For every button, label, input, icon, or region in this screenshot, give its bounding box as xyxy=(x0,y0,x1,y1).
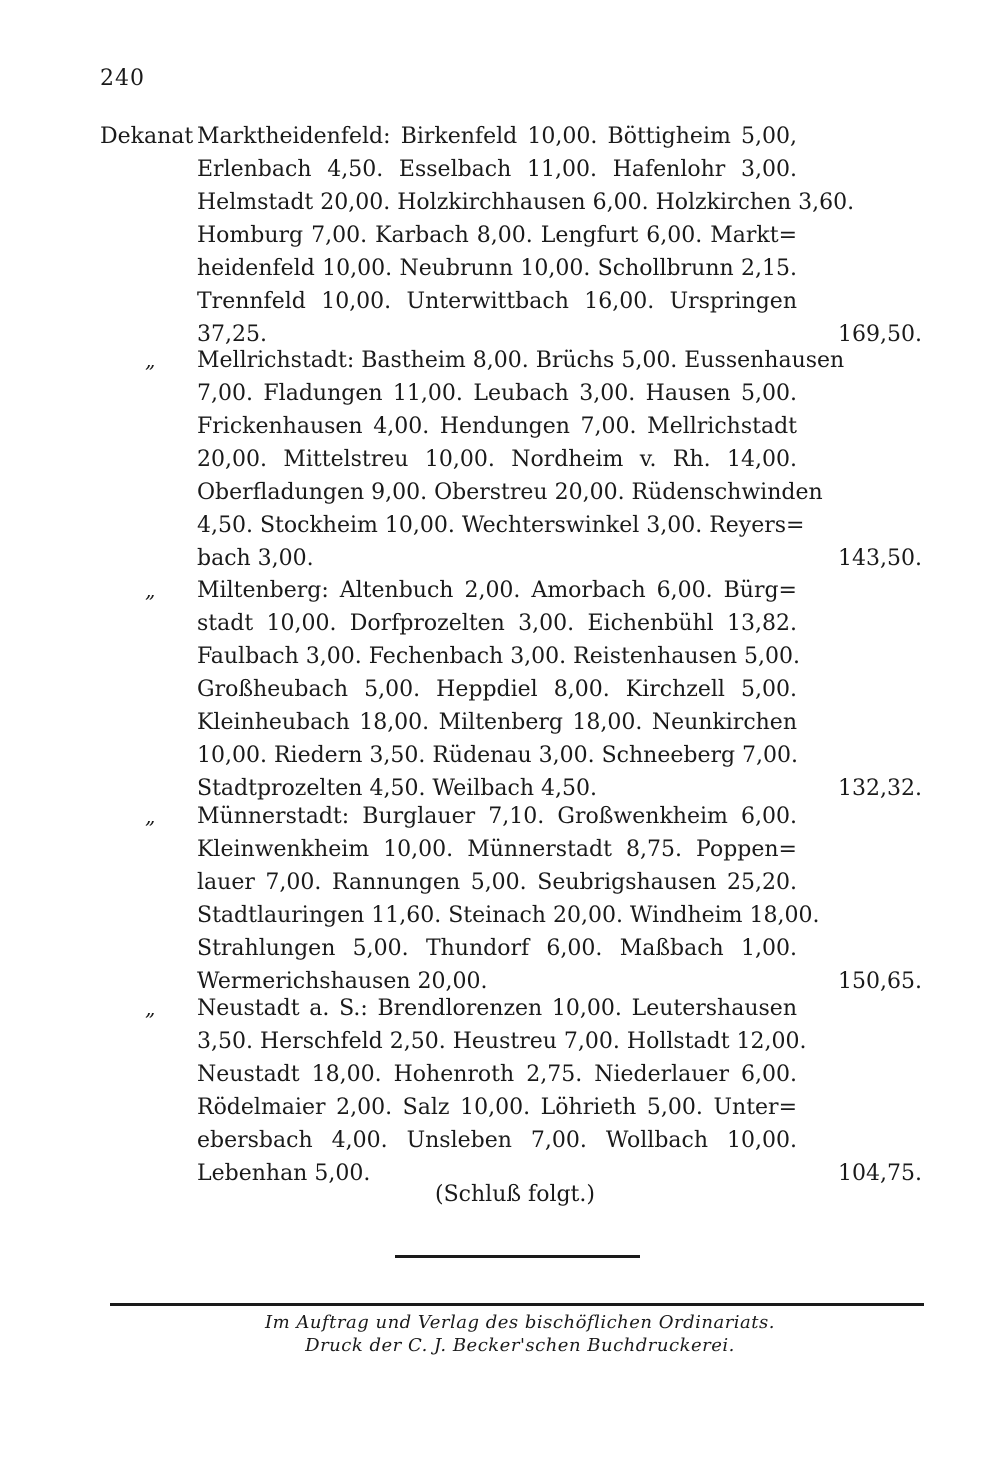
entry-total: 104,75. xyxy=(838,1161,922,1186)
entry-line: Wermerichshausen 20,00. xyxy=(197,969,488,994)
section-divider xyxy=(395,1255,640,1258)
entry-line: 7,00. Fladungen 11,00. Leubach 3,00. Hausen 5,00. xyxy=(197,381,797,406)
entry-line: Helmstadt 20,00. Holzkirchhausen 6,00. Holzkirchen 3,60. xyxy=(197,190,855,215)
entry-line: Neustadt 18,00. Hohenroth 2,75. Niederlauer 6,00. xyxy=(197,1062,797,1087)
entry-line: Marktheidenfeld: Birkenfeld 10,00. Böttigheim 5,00, xyxy=(197,124,797,149)
entry-line: heidenfeld 10,00. Neubrunn 10,00. Schollbrunn 2,15. xyxy=(197,256,797,281)
entry-line: 3,50. Herschfeld 2,50. Heustreu 7,00. Hollstadt 12,00. xyxy=(197,1029,807,1054)
entry-line: Oberfladungen 9,00. Oberstreu 20,00. Rüdenschwinden xyxy=(197,480,823,505)
imprint-line-1: Im Auftrag und Verlag des bischöflichen Ordinariats. xyxy=(265,1312,775,1333)
ditto-mark: „ xyxy=(145,804,156,828)
entry-line: 37,25. xyxy=(197,322,267,347)
entry-line: Homburg 7,00. Karbach 8,00. Lengfurt 6,00. Markt= xyxy=(197,223,797,248)
ditto-mark: „ xyxy=(145,348,156,372)
footer-rule xyxy=(110,1303,924,1306)
entry-line: Erlenbach 4,50. Esselbach 11,00. Hafenlohr 3,00. xyxy=(197,157,797,182)
entry-total: 143,50. xyxy=(838,546,922,571)
page-number: 240 xyxy=(100,66,145,91)
entry-line: Neustadt a. S.: Brendlorenzen 10,00. Leutershausen xyxy=(197,996,797,1021)
ditto-mark: „ xyxy=(145,578,156,602)
entry-line: Kleinheubach 18,00. Miltenberg 18,00. Neunkirchen xyxy=(197,710,797,735)
entry-line: Strahlungen 5,00. Thundorf 6,00. Maßbach 1,00. xyxy=(197,936,797,961)
entry-line: Trennfeld 10,00. Unterwittbach 16,00. Urspringen xyxy=(197,289,797,314)
entry-line: Rödelmaier 2,00. Salz 10,00. Löhrieth 5,00. Unter= xyxy=(197,1095,797,1120)
entry-line: 20,00. Mittelstreu 10,00. Nordheim v. Rh. 14,00. xyxy=(197,447,797,472)
entry-line: Miltenberg: Altenbuch 2,00. Amorbach 6,00. Bürg= xyxy=(197,578,797,603)
ditto-mark: „ xyxy=(145,996,156,1020)
entry-line: Münnerstadt: Burglauer 7,10. Großwenkheim 6,00. xyxy=(197,804,797,829)
entry-line: lauer 7,00. Rannungen 5,00. Seubrigshausen 25,20. xyxy=(197,870,797,895)
closing-note: (Schluß folgt.) xyxy=(435,1182,595,1207)
entry-line: Großheubach 5,00. Heppdiel 8,00. Kirchzell 5,00. xyxy=(197,677,797,702)
entry-line: Frickenhausen 4,00. Hendungen 7,00. Mellrichstadt xyxy=(197,414,797,439)
entry-line: stadt 10,00. Dorfprozelten 3,00. Eichenbühl 13,82. xyxy=(197,611,797,636)
entry-line: ebersbach 4,00. Unsleben 7,00. Wollbach 10,00. xyxy=(197,1128,797,1153)
entry-prefix: Dekanat xyxy=(100,124,194,149)
entry-total: 169,50. xyxy=(838,322,922,347)
entry-line: bach 3,00. xyxy=(197,546,314,571)
entry-total: 132,32. xyxy=(838,776,922,801)
entry-total: 150,65. xyxy=(838,969,922,994)
imprint-line-2: Druck der C. J. Becker'schen Buchdruckerei. xyxy=(305,1335,735,1356)
entry-line: 10,00. Riedern 3,50. Rüdenau 3,00. Schneeberg 7,00. xyxy=(197,743,799,768)
entry-line: Stadtlauringen 11,60. Steinach 20,00. Windheim 18,00. xyxy=(197,903,820,928)
entry-line: Stadtprozelten 4,50. Weilbach 4,50. xyxy=(197,776,598,801)
entry-line: Kleinwenkheim 10,00. Münnerstadt 8,75. Poppen= xyxy=(197,837,797,862)
entry-line: Faulbach 3,00. Fechenbach 3,00. Reistenhausen 5,00. xyxy=(197,644,801,669)
entry-line: 4,50. Stockheim 10,00. Wechterswinkel 3,00. Reyers= xyxy=(197,513,805,538)
entry-line: Lebenhan 5,00. xyxy=(197,1161,371,1186)
entry-line: Mellrichstadt: Bastheim 8,00. Brüchs 5,00. Eussenhausen xyxy=(197,348,845,373)
